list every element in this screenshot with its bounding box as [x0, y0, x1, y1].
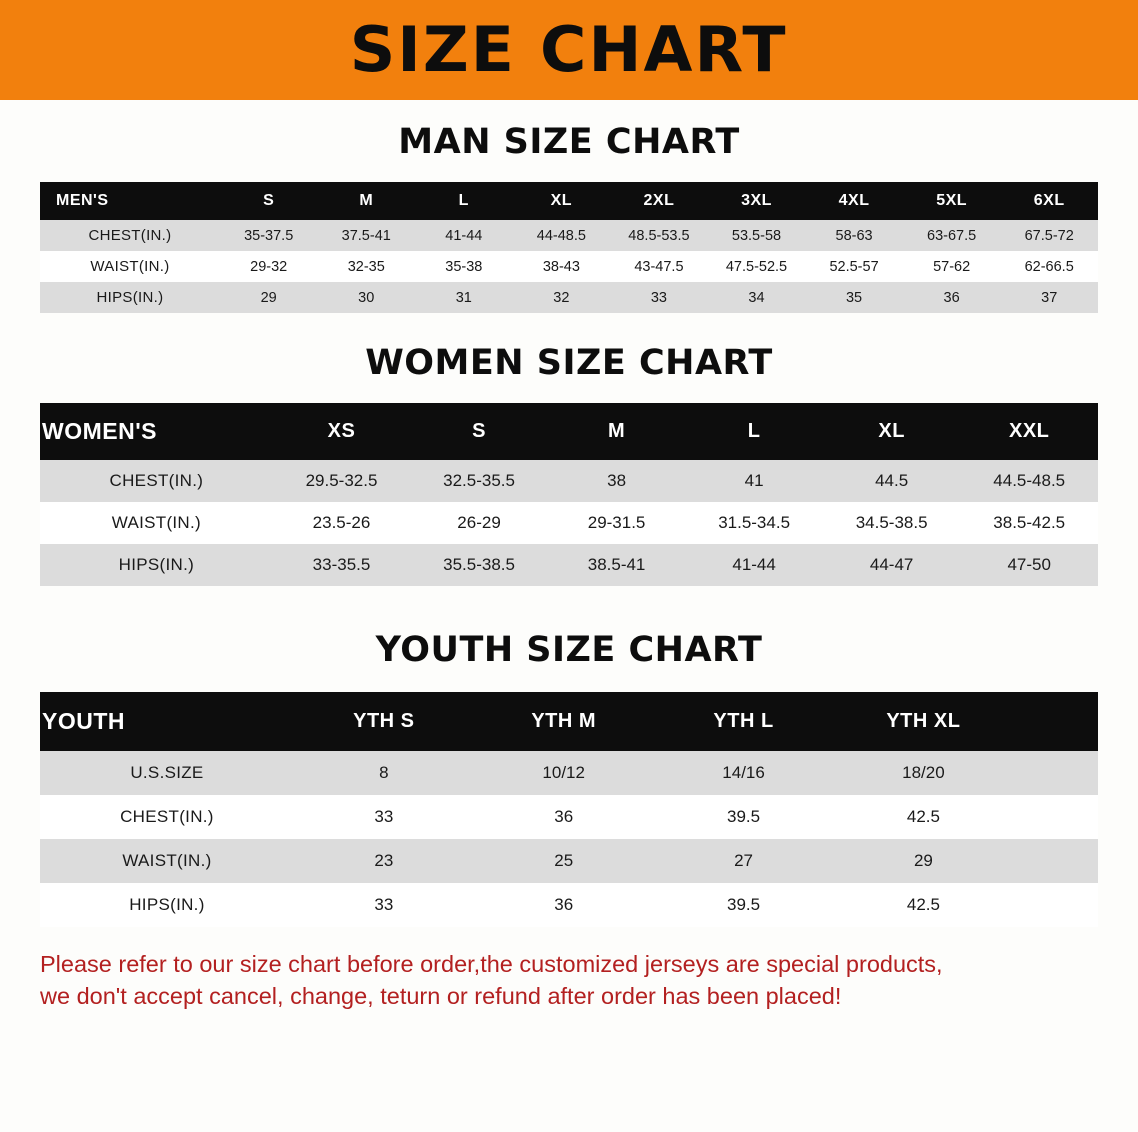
table-cell: 38.5-42.5 [960, 502, 1098, 544]
table-corner-label: WOMEN'S [40, 403, 273, 460]
youth-size-table [40, 692, 1098, 927]
column-header: 3XL [708, 182, 806, 220]
row-label: HIPS(IN.) [40, 883, 294, 927]
disclaimer-note [40, 949, 1098, 1012]
table-cell: 33 [610, 282, 708, 313]
man-section-heading: MAN SIZE CHART [398, 122, 740, 162]
women-section-heading: WOMEN SIZE CHART [365, 343, 773, 383]
table-cell: 23.5-26 [273, 502, 411, 544]
row-label: HIPS(IN.) [40, 282, 220, 313]
column-header: YTH M [474, 692, 654, 751]
row-label: WAIST(IN.) [40, 502, 273, 544]
column-header: 4XL [805, 182, 903, 220]
column-header: 6XL [1000, 182, 1098, 220]
table-cell: 35.5-38.5 [410, 544, 548, 586]
table-header-row [40, 692, 1098, 751]
table-cell: 37 [1000, 282, 1098, 313]
table-cell: 67.5-72 [1000, 220, 1098, 251]
table-cell: 35-38 [415, 251, 513, 282]
column-header: XL [513, 182, 611, 220]
table-cell: 53.5-58 [708, 220, 806, 251]
table-corner-label: YOUTH [40, 692, 294, 751]
table-cell: 33-35.5 [273, 544, 411, 586]
disclaimer-line-1: Please refer to our size chart before order,the customized jerseys are special products, [40, 951, 943, 977]
table-cell: 58-63 [805, 220, 903, 251]
table-cell: 44-48.5 [513, 220, 611, 251]
table-cell: 29.5-32.5 [273, 460, 411, 502]
table-cell: 42.5 [833, 795, 1013, 839]
table-cell: 48.5-53.5 [610, 220, 708, 251]
table-row [40, 795, 1098, 839]
table-cell: 27 [654, 839, 834, 883]
column-header: S [220, 182, 318, 220]
table-cell: 31.5-34.5 [685, 502, 823, 544]
table-cell: 62-66.5 [1000, 251, 1098, 282]
table-cell: 57-62 [903, 251, 1001, 282]
table-cell: 38-43 [513, 251, 611, 282]
youth-table-wrap [0, 692, 1138, 927]
disclaimer-line-2: we don't accept cancel, change, teturn or refund after order has been placed! [40, 982, 842, 1009]
table-cell: 39.5 [654, 795, 834, 839]
table-cell-spacer [1013, 751, 1098, 795]
table-cell: 29 [833, 839, 1013, 883]
column-header: M [317, 182, 415, 220]
table-header-row [40, 403, 1098, 460]
table-cell: 10/12 [474, 751, 654, 795]
column-header: S [410, 403, 548, 460]
table-cell: 47.5-52.5 [708, 251, 806, 282]
column-header: XS [273, 403, 411, 460]
women-table-wrap [0, 403, 1138, 586]
table-cell: 38 [548, 460, 686, 502]
table-cell: 32-35 [317, 251, 415, 282]
table-corner-label: MEN'S [40, 182, 220, 220]
table-cell: 52.5-57 [805, 251, 903, 282]
women-size-table [40, 403, 1098, 586]
table-cell: 36 [474, 795, 654, 839]
banner [0, 0, 1138, 100]
page-title: SIZE CHART [350, 13, 788, 86]
man-size-table [40, 182, 1098, 313]
table-cell: 34 [708, 282, 806, 313]
column-header: 5XL [903, 182, 1001, 220]
column-header: YTH XL [833, 692, 1013, 751]
table-cell: 35 [805, 282, 903, 313]
column-header: YTH S [294, 692, 474, 751]
table-cell: 44-47 [823, 544, 961, 586]
table-cell: 33 [294, 883, 474, 927]
table-row [40, 251, 1098, 282]
column-header: M [548, 403, 686, 460]
table-cell: 31 [415, 282, 513, 313]
table-cell: 14/16 [654, 751, 834, 795]
table-cell: 47-50 [960, 544, 1098, 586]
table-cell: 18/20 [833, 751, 1013, 795]
table-cell: 43-47.5 [610, 251, 708, 282]
table-cell: 38.5-41 [548, 544, 686, 586]
table-cell: 25 [474, 839, 654, 883]
youth-section-heading: YOUTH SIZE CHART [375, 630, 763, 670]
table-row [40, 839, 1098, 883]
table-cell: 29 [220, 282, 318, 313]
column-header: YTH L [654, 692, 834, 751]
table-cell-spacer [1013, 839, 1098, 883]
table-header-row [40, 182, 1098, 220]
table-cell: 63-67.5 [903, 220, 1001, 251]
table-cell: 37.5-41 [317, 220, 415, 251]
table-cell: 26-29 [410, 502, 548, 544]
row-label: CHEST(IN.) [40, 795, 294, 839]
row-label: U.S.SIZE [40, 751, 294, 795]
table-cell: 29-31.5 [548, 502, 686, 544]
column-header: L [685, 403, 823, 460]
table-cell: 41-44 [415, 220, 513, 251]
column-header: XL [823, 403, 961, 460]
row-label: CHEST(IN.) [40, 220, 220, 251]
table-cell: 36 [474, 883, 654, 927]
column-header: 2XL [610, 182, 708, 220]
table-row [40, 282, 1098, 313]
table-cell: 41 [685, 460, 823, 502]
man-table-wrap [0, 182, 1138, 313]
table-cell: 39.5 [654, 883, 834, 927]
table-cell: 29-32 [220, 251, 318, 282]
table-cell: 8 [294, 751, 474, 795]
table-row [40, 883, 1098, 927]
table-cell: 36 [903, 282, 1001, 313]
table-cell: 23 [294, 839, 474, 883]
column-header: L [415, 182, 513, 220]
table-cell: 44.5 [823, 460, 961, 502]
row-label: CHEST(IN.) [40, 460, 273, 502]
table-row [40, 460, 1098, 502]
table-cell: 30 [317, 282, 415, 313]
table-cell-spacer [1013, 795, 1098, 839]
column-header: XXL [960, 403, 1098, 460]
table-row [40, 544, 1098, 586]
row-label: WAIST(IN.) [40, 251, 220, 282]
table-row [40, 502, 1098, 544]
table-cell: 44.5-48.5 [960, 460, 1098, 502]
table-cell: 41-44 [685, 544, 823, 586]
table-row [40, 751, 1098, 795]
table-cell-spacer [1013, 883, 1098, 927]
table-cell: 32 [513, 282, 611, 313]
table-cell: 42.5 [833, 883, 1013, 927]
row-label: WAIST(IN.) [40, 839, 294, 883]
table-cell: 34.5-38.5 [823, 502, 961, 544]
row-label: HIPS(IN.) [40, 544, 273, 586]
table-cell: 35-37.5 [220, 220, 318, 251]
column-header-spacer [1013, 692, 1098, 751]
table-row [40, 220, 1098, 251]
table-cell: 32.5-35.5 [410, 460, 548, 502]
table-cell: 33 [294, 795, 474, 839]
